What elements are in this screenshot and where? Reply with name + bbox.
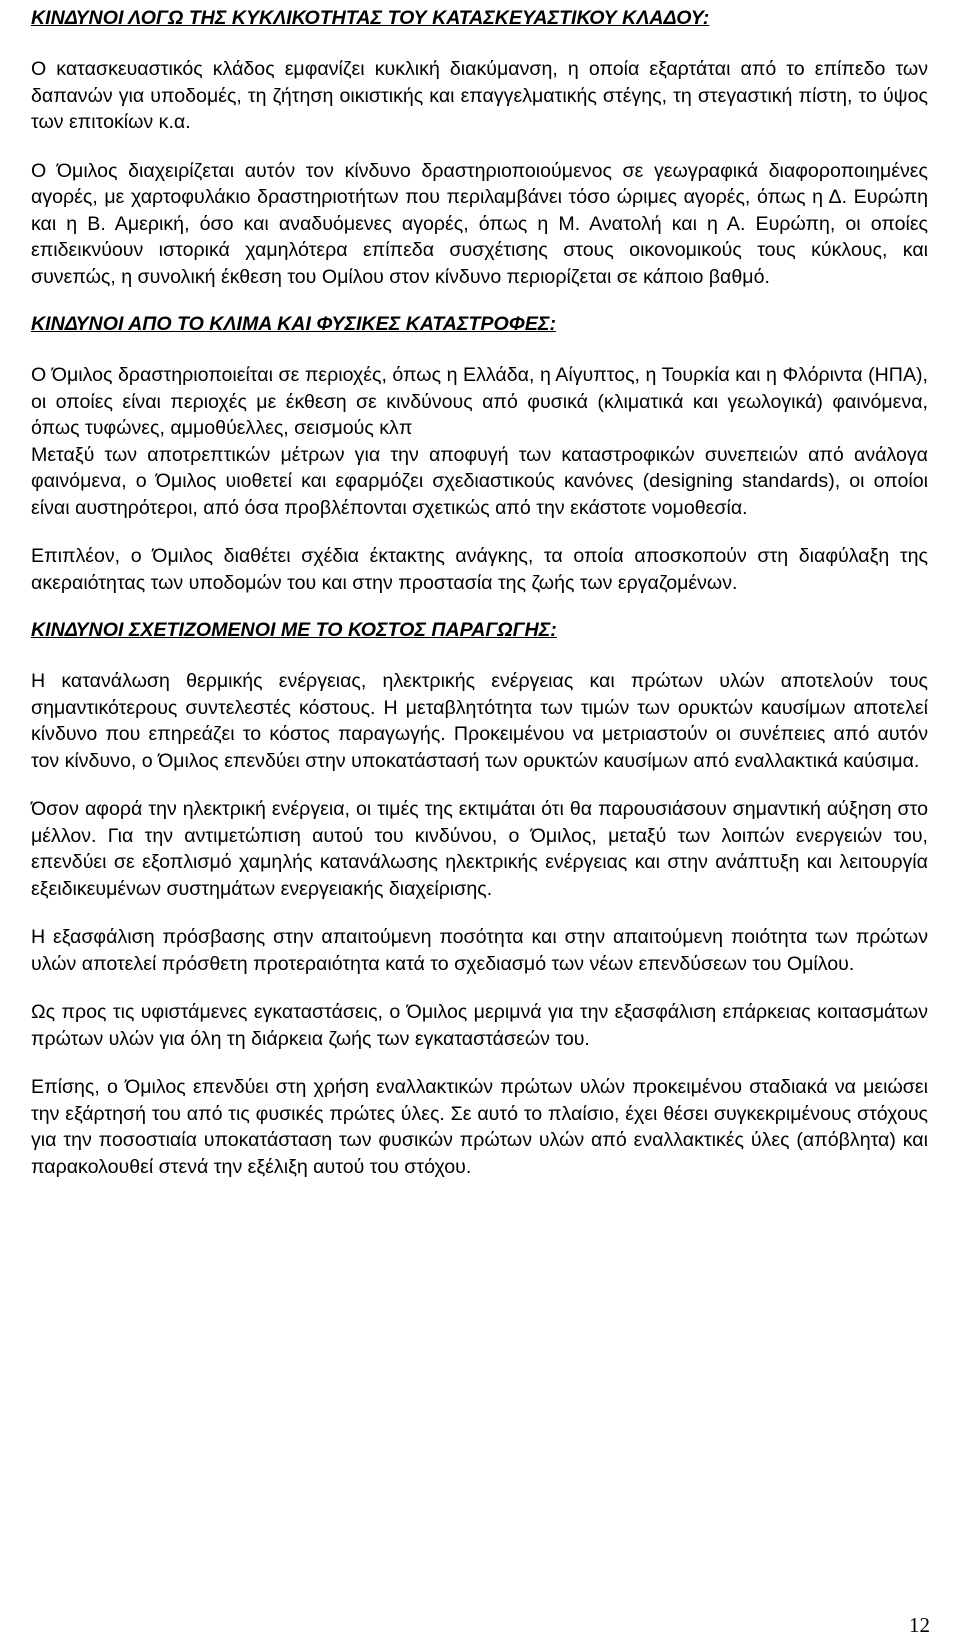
section-cyclicality-risks — [31, 6, 928, 290]
section-production-cost-risks — [31, 618, 928, 1180]
page-number: 12 — [909, 1613, 930, 1637]
paragraph: Επιπλέον, ο Όμιλος διαθέτει σχέδια έκτακτης ανάγκης, τα οποία αποσκοπούν στη διαφύλαξη της ακεραιότητας των υποδομών του και στην προστασία της ζωής των εργαζομένων. — [31, 545, 928, 594]
paragraph: Ως προς τις υφιστάμενες εγκαταστάσεις, ο Όμιλος μεριμνά για την εξασφάλιση επάρκειας κοιτασμάτων πρώτων υλών για όλη τη διάρκεια ζωής των εγκαταστάσεών του. — [31, 1001, 928, 1050]
paragraph: Όσον αφορά την ηλεκτρική ενέργεια, οι τιμές της εκτιμάται ότι θα παρουσιάσουν σημαντική αύξηση στο μέλλον. Για την αντιμετώπιση αυτού του κινδύνου, ο Όμιλος, μεταξύ των λοιπών ενεργειών του, επενδύει σε εξοπλισμό χαμηλής κατανάλωσης ηλεκτρικής ενέργειας και στην ανάπτυξη και λειτουργία εξειδικευμένων συστημάτων ενεργειακής διαχείρισης. — [31, 798, 928, 900]
paragraph: Ο Όμιλος διαχειρίζεται αυτόν τον κίνδυνο δραστηριοποιούμενος σε γεωγραφικά διαφοροποιημένες αγορές, με χαρτοφυλάκιο δραστηριοτήτων που περιλαμβάνει τόσο ώριμες αγορές, όπως η Δ. Ευρώπη και η Β. Αμερική, όσο και αναδυόμενες αγορές, όπως η Μ. Ανατολή και η Α. Ευρώπη, οι οποίες επιδεικνύουν ιστορικά χαμηλότερα επίπεδα συσχέτισης στους οικονομικούς τους κύκλους, και συνεπώς, η συνολική έκθεση του Ομίλου στον κίνδυνο περιορίζεται σε κάποιο βαθμό. — [31, 159, 928, 288]
paragraph: Η κατανάλωση θερμικής ενέργειας, ηλεκτρικής ενέργειας και πρώτων υλών αποτελούν τους σημαντικότερους συντελεστές κόστους. Η μεταβλητότητα των τιμών των ορυκτών καυσίμων αποτελεί κίνδυνο που επηρεάζει το κόστος παραγωγής. Προκειμένου να μετριαστούν οι συνέπειες από αυτόν τον κίνδυνο, ο Όμιλος επενδύει στην υποκατάστασή των ορυκτών καυσίμων από εναλλακτικά καύσιμα. — [31, 670, 928, 772]
paragraph: Η εξασφάλιση πρόσβασης στην απαιτούμενη ποσότητα και στην απαιτούμενη ποιότητα των πρώτων υλών αποτελεί πρόσθετη προτεραιότητα κατά το σχεδιασμό των νέων επενδύσεων του Ομίλου. — [31, 926, 928, 975]
section-climate-risks — [31, 312, 928, 596]
section-heading: ΚΙΝΔΥΝΟΙ ΣΧΕΤΙΖΟΜΕΝΟΙ ΜΕ ΤΟ ΚΟΣΤΟΣ ΠΑΡΑΓΩΓΗΣ: — [31, 619, 557, 641]
section-heading: ΚΙΝΔΥΝΟΙ ΛΟΓΩ ΤΗΣ ΚΥΚΛΙΚΟΤΗΤΑΣ ΤΟΥ ΚΑΤΑΣΚΕΥΑΣΤΙΚΟΥ ΚΛΑΔΟΥ: — [31, 7, 710, 29]
section-heading: ΚΙΝΔΥΝΟΙ ΑΠΟ ΤΟ ΚΛΙΜΑ ΚΑΙ ΦΥΣΙΚΕΣ ΚΑΤΑΣΤΡΟΦΕΣ: — [31, 313, 556, 335]
paragraph: Επίσης, ο Όμιλος επενδύει στη χρήση εναλλακτικών πρώτων υλών προκειμένου σταδιακά να μειώσει την εξάρτησή του από τις φυσικές πρώτες ύλες. Σε αυτό το πλαίσιο, έχει θέσει συγκεκριμένους στόχους για την ποσοστιαία υποκατάσταση των φυσικών πρώτων υλών από εναλλακτικές ύλες (απόβλητα) και παρακολουθεί στενά την εξέλιξη αυτού του στόχου. — [31, 1076, 928, 1178]
paragraph: Ο κατασκευαστικός κλάδος εμφανίζει κυκλική διακύμανση, η οποία εξαρτάται από το επίπεδο των δαπανών για υποδομές, τη ζήτηση οικιστικής και επαγγελματικής στέγης, τη στεγαστική πίστη, το ύψος των επιτοκίων κ.α. — [31, 58, 928, 133]
paragraph: Μεταξύ των αποτρεπτικών μέτρων για την αποφυγή των καταστροφικών συνεπειών από ανάλογα φαινόμενα, ο Όμιλος υιοθετεί και εφαρμόζει σχεδιαστικούς κανόνες (designing standards), οι οποίοι είναι αυστηρότεροι, από όσα προβλέπονται σχετικώς από την εκάστοτε νομοθεσία. — [31, 443, 928, 519]
paragraph: Ο Όμιλος δραστηριοποιείται σε περιοχές, όπως η Ελλάδα, η Αίγυπτος, η Τουρκία και η Φλόριντα (ΗΠΑ), οι οποίες είναι περιοχές με έκθεση σε κινδύνους από φυσικά (κλιματικά και γεωλογικά) φαινόμενα, όπως τυφώνες, αμμοθύελλες, σεισμούς κλπ — [31, 364, 928, 439]
page-content — [31, 6, 928, 1202]
